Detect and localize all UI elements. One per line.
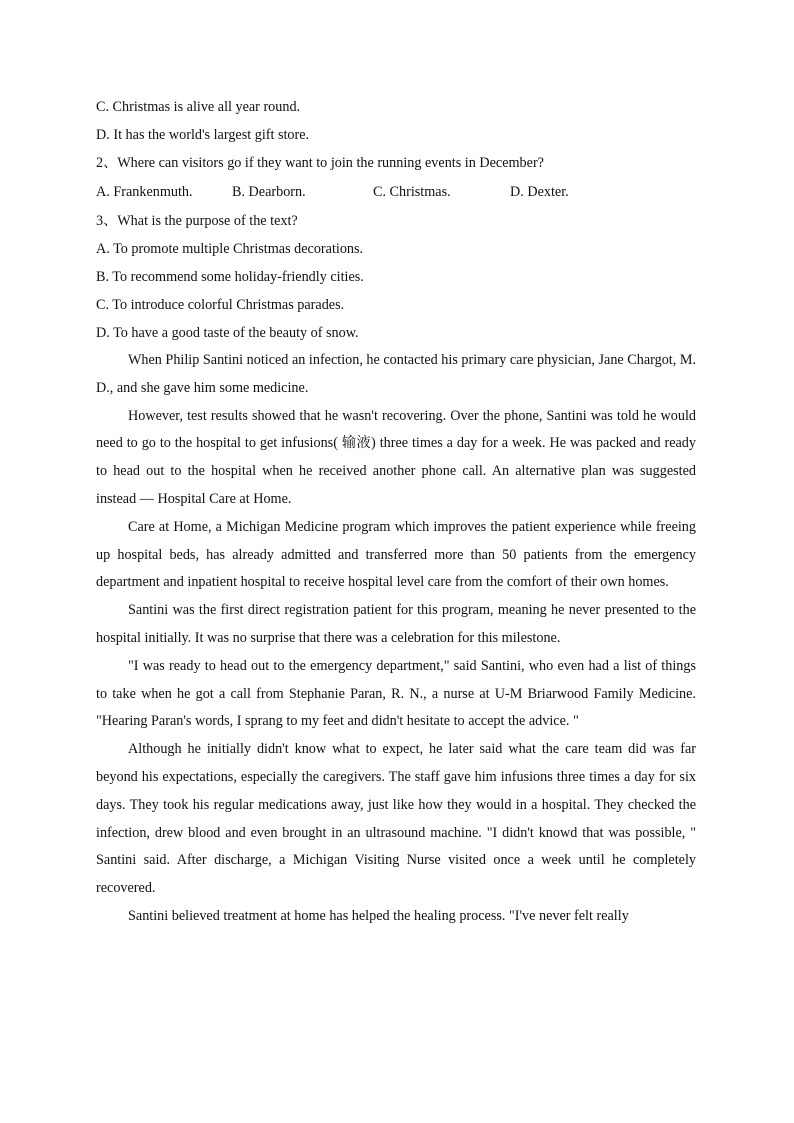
document-page <box>96 93 696 931</box>
q2-option-d: D. Dexter. <box>510 184 569 200</box>
q3-option-c: C. To introduce colorful Christmas parades. <box>96 297 345 313</box>
passage-paragraph-4: Santini was the first direct registration patient for this program, meaning he never presented to the hospital initially. It was no surprise that there was a celebration for this milestone. <box>96 602 696 646</box>
q2-option-a: A. Frankenmuth. <box>96 184 193 200</box>
q2-option-c: C. Christmas. <box>373 184 451 200</box>
q1-option-d: D. It has the world's largest gift store. <box>96 127 310 143</box>
passage-paragraph-5: "I was ready to head out to the emergency department," said Santini, who even had a list of things to take when he got a call from Stephanie Paran, R. N., a nurse at U-M Briarwood Family Medicine. "Hearing Paran's words, I sprang to my feet and didn't hesitate to accept the advice. " <box>96 657 696 730</box>
q2-option-b: B. Dearborn. <box>232 184 306 200</box>
passage-paragraph-3: Care at Home, a Michigan Medicine program which improves the patient experience while freeing up hospital beds, has already admitted and transferred more than 50 patients from the emergency department and inpatient hospital to receive hospital level care from the comfort of their own homes. <box>96 518 696 591</box>
q3-stem: 3、What is the purpose of the text? <box>96 213 298 229</box>
q2-options <box>96 177 696 207</box>
passage-paragraph-6: Although he initially didn't know what to expect, he later said what the care team did was far beyond his expectations, especially the caregivers. The staff gave him infusions three times a day for six days. They took his regular medications away, just like how they would in a hospital. They checked the infection, drew blood and even brought in an ultrasound machine. "I didn't knowd that was possible, " Santini said. After discharge, a Michigan Visiting Nurse visited once a week until he completely recovered. <box>96 741 696 897</box>
passage-paragraph-7: Santini believed treatment at home has helped the healing process. "I've never felt really <box>128 907 629 924</box>
passage-paragraph-2: However, test results showed that he wasn't recovering. Over the phone, Santini was told he would need to go to the hospital to get infusions( 输液) three times a day for a week. He was packed and ready to head out to the hospital when he received another phone call. An alternative plan was suggested instead — Hospital Care at Home. <box>96 407 696 507</box>
q3-option-d: D. To have a good taste of the beauty of snow. <box>96 325 359 341</box>
q1-option-c: C. Christmas is alive all year round. <box>96 99 301 115</box>
q2-stem: 2、Where can visitors go if they want to join the running events in December? <box>96 155 544 171</box>
passage-paragraph-1: When Philip Santini noticed an infection, he contacted his primary care physician, Jane Chargot, M. D., and she gave him some medicine. <box>96 352 696 396</box>
q3-option-b: B. To recommend some holiday-friendly cities. <box>96 269 364 285</box>
q3-option-a: A. To promote multiple Christmas decorations. <box>96 241 364 257</box>
